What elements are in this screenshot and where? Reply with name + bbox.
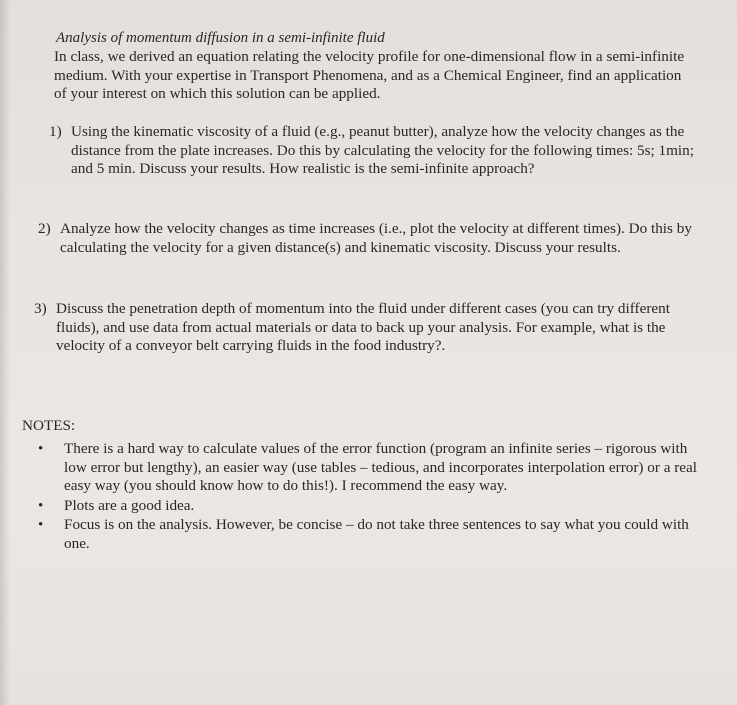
question-3 [34,300,699,356]
notes-list [38,440,703,554]
note-item-text: Plots are a good idea. [64,496,195,514]
intro-paragraph: In class, we derived an equation relating the velocity profile for one-dimensional flow in a semi-infinite medium. With your expertise in Transport Phenomena, and as a Chemical Engineer, find an application of your interest on which this solution can be applied. [54,48,685,102]
note-item [38,440,703,496]
question-3-number: 3) [34,300,47,317]
page-edge-shadow [0,0,10,705]
question-2-number: 2) [38,220,51,237]
question-3-text: Discuss the penetration depth of momentum into the fluid under different cases (you can try different fluids), and use data from actual materials or data to back up your analysis. For example, what is the velocity of a conveyor belt carrying fluids in the food industry?. [56,300,670,354]
notes-heading: NOTES: [22,417,76,434]
question-2 [38,220,698,257]
document-title: Analysis of momentum diffusion in a semi-infinite fluid [56,30,385,46]
note-item-text: There is a hard way to calculate values of the error function (program an infinite series – rigorous with low error but lengthy), an easier way (use tables – tedious, and incorporates interpolation error) or a real easy way (you should know how to do this!). I recommend the easy way. [64,440,698,494]
question-2-text: Analyze how the velocity changes as time increases (i.e., plot the velocity at different times). Do this by calculating the velocity for a given distance(s) and kinematic viscosity. Discuss your results. [60,220,692,256]
note-item-text: Focus is on the analysis. However, be concise – do not take three sentences to say what you could with one. [64,516,689,552]
question-1-text: Using the kinematic viscosity of a fluid (e.g., peanut butter), analyze how the velocity changes as the distance from the plate increases. Do this by calculating the velocity for the following times: 5s; 1min; and 5 min. Discuss your results. How realistic is the semi-infinite approach? [71,123,694,177]
bullet-icon: • [38,517,44,533]
note-item [38,516,703,553]
question-1-number: 1) [49,123,62,140]
question-1 [49,123,694,179]
bullet-icon: • [38,441,44,457]
note-item [38,497,703,516]
bullet-icon: • [38,497,44,514]
